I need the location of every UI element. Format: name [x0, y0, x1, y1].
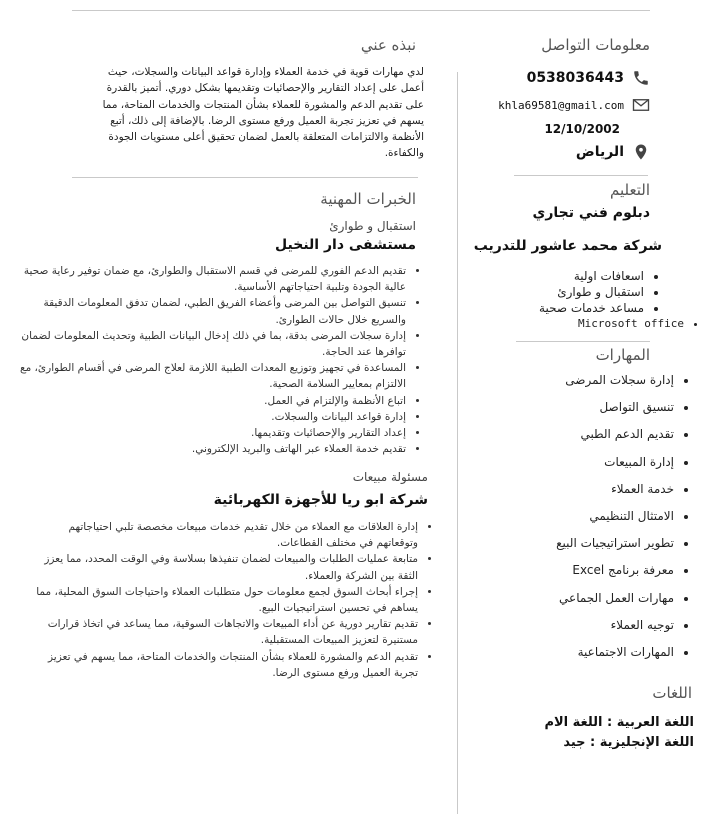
- list-item: • تقديم تقارير دورية عن أداء المبيعات والاتجاهات السوقية، مما يساعد في اتخاذ قرارات مستنيرة لتعزيز المبيعات المستقبلية.: [28, 616, 418, 648]
- list-item: • توجيه العملاء: [474, 616, 674, 643]
- list-item: • تقديم الدعم والمشورة للعملاء بشأن المنتجات والخدمات المتاحة، مما يسهم في تعزيز تجربة العميل ورفع مستوى الرضا.: [28, 649, 418, 681]
- about-text: لدي مهارات قوية في خدمة العملاء وإدارة قواعد البيانات والسجلات، حيث أعمل على إعداد التقارير والإحصائيات وتقديمها بشكل دوري. أتميز بالقدرة على تقديم الدعم والمشورة للعملاء بشأن المنتجات والخدمات المتاحة، مما يسهم في تعزيز تجربة العميل ورفع مستوى الرضا. بالإضافة إلى ذلك، أتبع الأنظمة والالتزامات المتعلقة بالعمل لضمان تحقيق أعلى مستويات الجودة والكفاءة.: [102, 66, 424, 160]
- birthdate: 12/10/2002: [544, 122, 620, 136]
- list-item: • الامتثال التنظيمي: [474, 507, 674, 534]
- list-item: • إعداد التقارير والإحصائيات وتقديمها.: [6, 425, 406, 441]
- list-item: • معرفة برنامج Excel: [474, 561, 674, 588]
- top-divider: [72, 10, 650, 11]
- skills-heading: المهارات: [595, 346, 650, 364]
- company-name: شركة ابو ريا للأجهزة الكهربائية: [213, 492, 428, 508]
- envelope-icon: [632, 96, 650, 114]
- birthdate-row: [544, 122, 620, 136]
- job-title: استقبال و طوارئ: [329, 219, 416, 233]
- duties-list: [28, 519, 432, 681]
- column-divider: [457, 72, 458, 814]
- list-item: • تقديم خدمة العملاء عبر الهاتف والبريد الإلكتروني.: [6, 441, 406, 457]
- list-item: • خدمة العملاء: [474, 480, 674, 507]
- list-item: • إجراء أبحاث السوق لجمع معلومات حول متطلبات العملاء واحتياجات السوق المحلية، مما يساهم في تحسين استراتيجيات البيع.: [28, 584, 418, 616]
- email-address: khla69581@gmail.com: [498, 98, 624, 112]
- company-name: مستشفى دار النخيل: [275, 237, 416, 253]
- experience-heading: الخبرات المهنية: [320, 190, 416, 208]
- phone-icon: [632, 69, 650, 87]
- list-item: • إدارة العلاقات مع العملاء من خلال تقديم خدمات مبيعات مخصصة تلبي احتياجاتهم وتوقعاتهم في مختلف القطاعات.: [28, 519, 418, 551]
- languages-heading: اللغات: [652, 684, 692, 702]
- list-item: • اتباع الأنظمة والإلتزام في العمل.: [6, 393, 406, 409]
- institution: شركة محمد عاشور للتدريب: [473, 238, 662, 254]
- about-heading: نبذه عني: [360, 36, 416, 54]
- phone-number: 0538036443: [526, 70, 624, 86]
- list-item: • إدارة قواعد البيانات والسجلات.: [6, 409, 406, 425]
- city-row: [576, 143, 650, 161]
- list-item: • المهارات الاجتماعية: [474, 643, 674, 670]
- location-pin-icon: [632, 143, 650, 161]
- list-item: • مهارات العمل الجماعي: [474, 589, 674, 616]
- list-item: • إدارة المبيعات: [474, 453, 674, 480]
- list-item: • تقديم الدعم الفوري للمرضى في قسم الاستقبال والطوارئ، مع ضمان توفير رعاية صحية عالية الجودة وتلبية احتياجاتهم الأساسية.: [6, 263, 406, 295]
- list-item: • متابعة عمليات الطلبات والمبيعات لضمان تنفيذها بسلاسة وفي الوقت المحدد، مما يعزز الثقة بين الشركة والعملاء.: [28, 551, 418, 583]
- list-item: • تنسيق التواصل بين المرضى وأعضاء الفريق الطبي، لضمان تدفق المعلومات الدقيقة والسريع خلال حالات الطوارئ.: [6, 295, 406, 327]
- list-item: • Microsoft office: [454, 316, 684, 332]
- contact-heading: معلومات التواصل: [541, 36, 650, 54]
- duties-list: [6, 263, 420, 457]
- list-item: • المساعدة في تجهيز وتوزيع المعدات الطبية اللازمة لعلاج المرضى في أقسام الطوارئ، مع الالتزام بمعايير السلامة الصحية.: [6, 360, 406, 392]
- job-title: مسئولة مبيعات: [352, 470, 428, 484]
- list-item: • إدارة سجلات المرضى: [474, 371, 674, 398]
- contact-divider: [514, 175, 648, 176]
- list-item: • تقديم الدعم الطبي: [474, 425, 674, 452]
- degree: دبلوم فني تجاري: [532, 205, 650, 221]
- list-item: • تنسيق التواصل: [474, 398, 674, 425]
- courses-list: [454, 268, 684, 332]
- language-item: اللغة العربية : اللغة الام: [544, 715, 694, 730]
- skills-list: [474, 371, 690, 670]
- phone-row: [527, 69, 650, 87]
- education-heading: التعليم: [610, 181, 650, 199]
- city: الرياض: [575, 144, 624, 160]
- email-row: [498, 96, 650, 114]
- list-item: • مساعد خدمات صحية: [454, 300, 644, 316]
- list-item: • استقبال و طوارئ: [454, 284, 644, 300]
- language-item: اللغة الإنجليزية : جيد: [563, 735, 694, 750]
- list-item: • تطوير استراتيجيات البيع: [474, 534, 674, 561]
- about-divider: [72, 177, 418, 178]
- education-divider: [516, 341, 650, 342]
- list-item: • اسعافات اولية: [454, 268, 644, 284]
- list-item: • إدارة سجلات المرضى بدقة، بما في ذلك إدخال البيانات الطبية وتحديث المعلومات لضمان توافرها عند الحاجة.: [6, 328, 406, 360]
